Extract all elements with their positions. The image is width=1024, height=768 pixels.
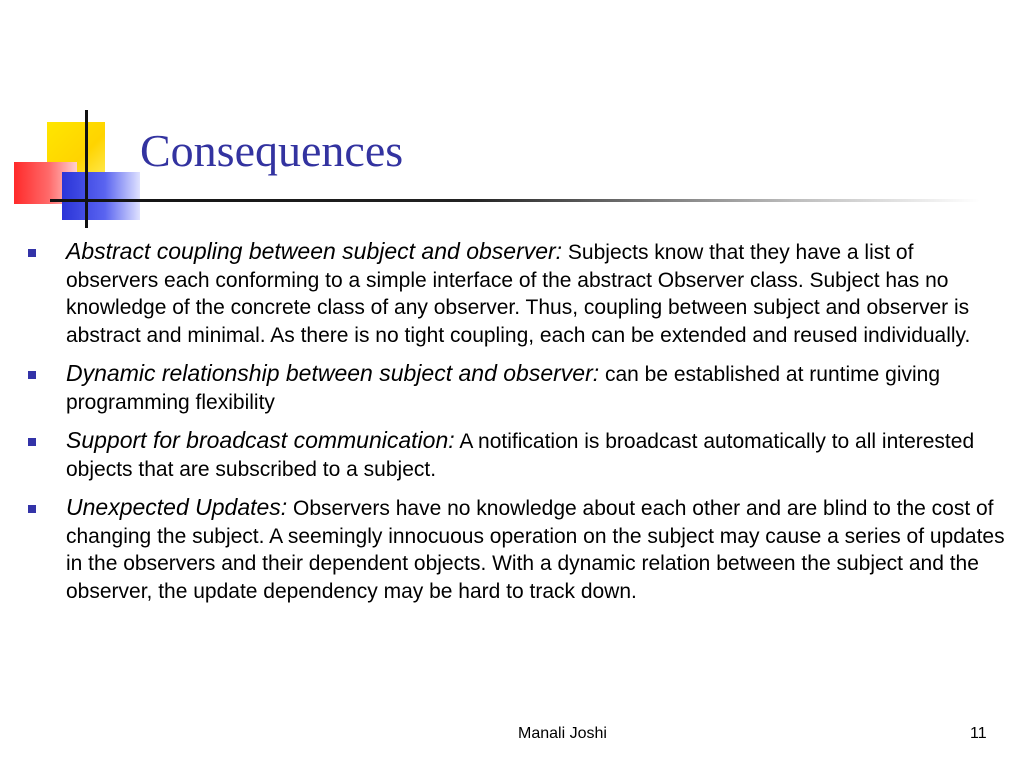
logo-vertical-line [85,110,88,228]
bullet-lead: Dynamic relationship between subject and observer: [66,360,600,386]
bullet-text: Subjects know that they have a list of observers each conforming to a simple interface of the abstract Observer class. Subject has no knowledge of the concrete class of any observer. Thus, coupling between subject and observer is abstract and minimal. As there is no tight coupling, each can be extended and reused individually. [66,241,971,347]
bullet-dynamic-relationship [26,360,1006,416]
bullet-lead: Unexpected Updates: [66,494,288,520]
bullet-text: can be established at runtime giving programming flexibility [66,363,941,414]
bullet-unexpected-updates [26,494,1006,605]
bullet-square-icon [28,505,36,513]
bullet-text: Observers have no knowledge about each other and are blind to the cost of changing the subject. A seemingly innocuous operation on the subject may cause a series of updates in the observers and their dependent objects. With a dynamic relation between the subject and the observer, the update dependency may be hard to track down. [66,497,1005,603]
logo-blue-square [62,172,140,220]
footer-author: Manali Joshi [518,725,607,742]
bullet-square-icon [28,249,36,257]
bullet-broadcast-communication [26,427,1006,483]
slide-title: Consequences [140,125,404,176]
bullet-square-icon [28,438,36,446]
bullet-list [26,238,1006,616]
footer-page-number: 11 [970,725,987,742]
bullet-lead: Abstract coupling between subject and observer: [66,238,563,264]
bullet-abstract-coupling [26,238,1006,349]
bullet-text: A notification is broadcast automatically to all interested objects that are subscribed to a subject. [66,430,975,481]
bullet-square-icon [28,371,36,379]
slide-logo [0,0,160,240]
bullet-lead: Support for broadcast communication: [66,427,455,453]
title-underline [50,199,980,202]
